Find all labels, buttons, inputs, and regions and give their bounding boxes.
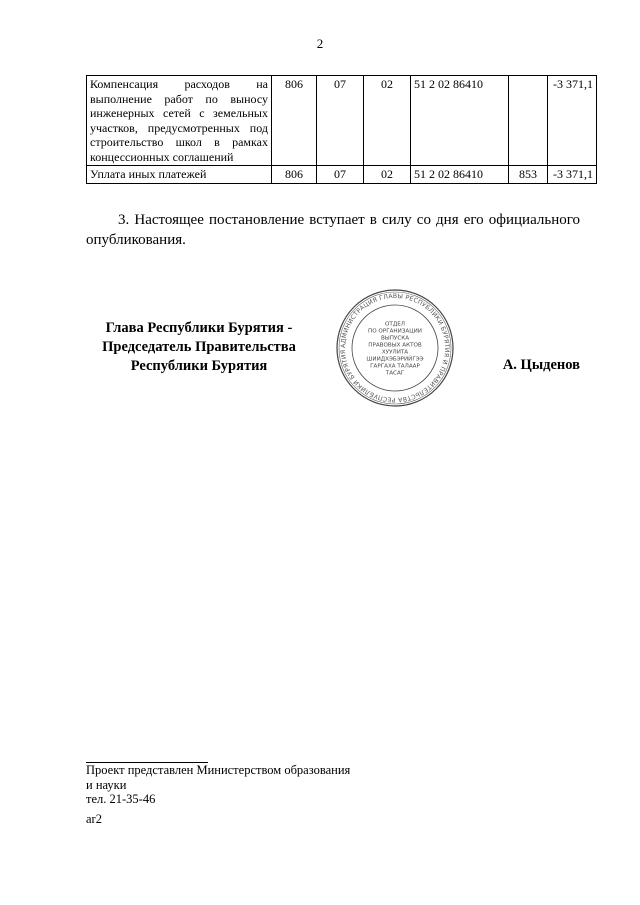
footnote-line: и науки bbox=[86, 777, 127, 792]
seal-inner-line: ОТДЕЛ bbox=[385, 321, 405, 328]
cell-ministry-code: 806 bbox=[272, 166, 317, 184]
cell-subsection-code: 02 bbox=[364, 166, 411, 184]
cell-section-code: 07 bbox=[317, 76, 364, 166]
seal-inner-line: ТАСАГ bbox=[385, 370, 405, 377]
footnote-line: тел. 21-35-46 bbox=[86, 792, 156, 806]
seal-inner-line: ШИИДХЭБЭРИЙГЭЭ bbox=[366, 356, 424, 363]
signatory-title-line: Республики Бурятия bbox=[130, 358, 268, 374]
cell-amount: -3 371,1 bbox=[548, 76, 597, 166]
row-description: Компенсация расходов на выполнение работ по выносу инженерных сетей с земельных участков, предусмотренных под строительство школ в рамках концессионных соглашений bbox=[87, 76, 272, 166]
seal-inner-line: ХУУЛИТА bbox=[381, 349, 409, 356]
cell-ministry-code: 806 bbox=[272, 76, 317, 166]
budget-table bbox=[86, 75, 597, 184]
effective-date-paragraph: 3. Настоящее постановление вступает в силу со дня его официального опубликования. bbox=[86, 212, 580, 248]
table-row bbox=[87, 76, 597, 166]
seal-inner-line: ГАРГАХА ТАЛААР bbox=[370, 363, 420, 370]
signatory-title bbox=[86, 319, 312, 376]
signatory-name: А. Цыденов bbox=[502, 357, 580, 373]
page-number: 2 bbox=[316, 36, 324, 51]
table-row bbox=[87, 166, 597, 184]
official-seal-stamp bbox=[335, 288, 455, 408]
cell-amount: -3 371,1 bbox=[548, 166, 597, 184]
cell-expense-type bbox=[509, 76, 548, 166]
footnote bbox=[86, 763, 350, 807]
row-description: Уплата иных платежей bbox=[87, 166, 272, 184]
signatory-title-line: Глава Республики Бурятия - bbox=[105, 320, 293, 336]
seal-ring-text: АДМИНИСТРАЦИЯ ГЛАВЫ РЕСПУБЛИКИ БУРЯТИЯ И ПРАВИТЕЛЬСТВА РЕСПУБЛИКИ БУРЯТИЯ bbox=[339, 292, 451, 404]
seal-inner-line: ВЫПУСКА bbox=[380, 335, 410, 342]
document-code: ar2 bbox=[86, 812, 102, 826]
signatory-title-line: Председатель Правительства bbox=[102, 339, 296, 355]
footnote-line: Проект представлен Министерством образования bbox=[86, 763, 351, 777]
cell-subsection-code: 02 bbox=[364, 76, 411, 166]
cell-target-article: 51 2 02 86410 bbox=[411, 76, 509, 166]
seal-inner-line: ПО ОРГАНИЗАЦИИ bbox=[368, 328, 422, 335]
cell-expense-type: 853 bbox=[509, 166, 548, 184]
cell-section-code: 07 bbox=[317, 166, 364, 184]
cell-target-article: 51 2 02 86410 bbox=[411, 166, 509, 184]
seal-inner-line: ПРАВОВЫХ АКТОВ bbox=[368, 342, 422, 349]
